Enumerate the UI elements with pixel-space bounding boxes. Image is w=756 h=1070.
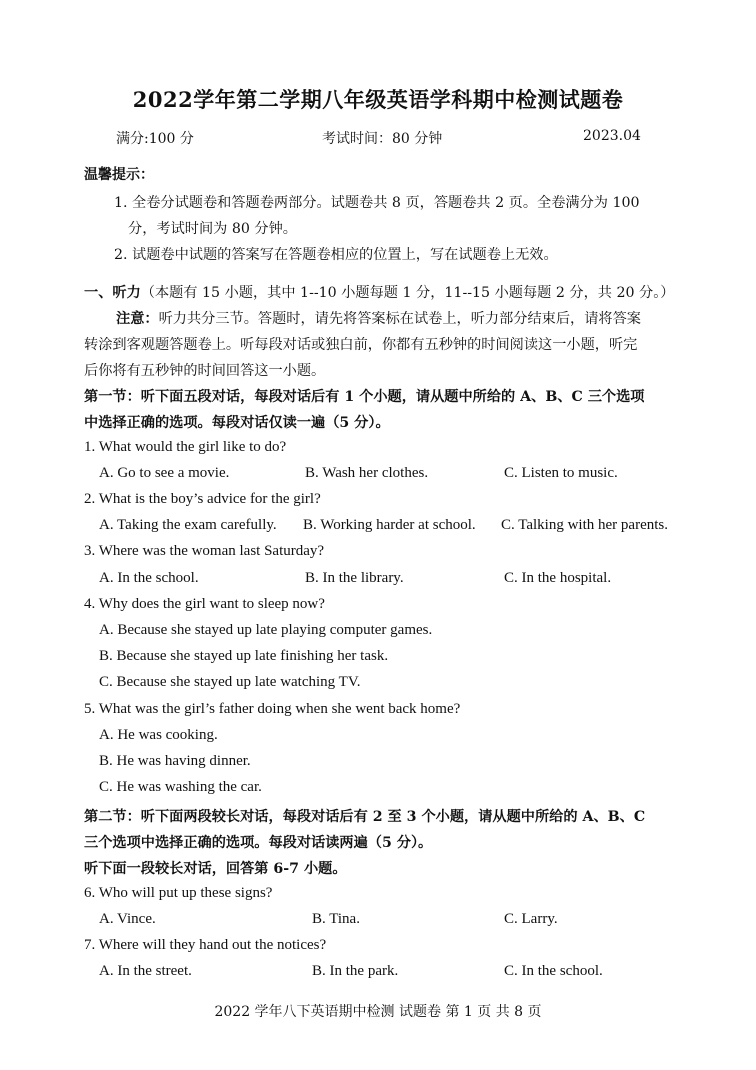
question-4-option-b: B. Because she stayed up late finishing her task. xyxy=(99,648,389,664)
question-6-option-c: C. Larry. xyxy=(504,911,558,927)
question-1-option-c: C. Listen to music. xyxy=(504,465,618,481)
question-1-option-b: B. Wash her clothes. xyxy=(305,465,429,481)
section2-line-1: 第二节：听下面两段较长对话，每段对话后有 2 至 3 个小题，请从题中所给的 A、B、C xyxy=(84,809,646,825)
question-7-option-b: B. In the park. xyxy=(312,963,399,979)
question-3-option-b: B. In the library. xyxy=(305,570,404,586)
tip-item-1-line-2: 分，考试时间为 80 分钟。 xyxy=(128,221,297,237)
page-footer: 2022 学年八下英语期中检测 试题卷 第 1 页 共 8 页 xyxy=(214,1004,542,1020)
part1-note-line-3: 后你将有五秒钟的时间回答这一小题。 xyxy=(84,363,326,379)
question-6: 6. Who will put up these signs? xyxy=(84,885,273,901)
question-2-option-c: C. Talking with her parents. xyxy=(501,517,668,533)
question-6-option-a: A. Vince. xyxy=(99,911,156,927)
question-7-option-c: C. In the school. xyxy=(504,963,603,979)
tip-item-2: 2. 试题卷中试题的答案写在答题卷相应的位置上，写在试题卷上无效。 xyxy=(114,247,558,263)
question-7: 7. Where will they hand out the notices? xyxy=(84,937,327,953)
exam-time: 考试时间：80 分钟 xyxy=(322,131,443,147)
question-2-option-a: A. Taking the exam carefully. xyxy=(99,517,277,533)
section2-line-3: 听下面一段较长对话，回答第 6-7 小题。 xyxy=(84,861,347,877)
section1-line-2: 中选择正确的选项。每段对话仅读一遍（5 分）。 xyxy=(84,415,390,431)
note-label: 注意： xyxy=(116,311,159,327)
question-3-option-a: A. In the school. xyxy=(99,570,199,586)
question-6-option-b: B. Tina. xyxy=(312,911,360,927)
exam-date: 2023.04 xyxy=(583,128,641,144)
full-score: 满分:100 分 xyxy=(116,131,194,147)
note-text-1: 听力共分三节。答题时，请先将答案标在试卷上，听力部分结束后，请将答案 xyxy=(158,311,641,327)
question-4-option-a: A. Because she stayed up late playing computer games. xyxy=(99,622,433,638)
section1-line-1: 第一节：听下面五段对话，每段对话后有 1 个小题，请从题中所给的 A、B、C 三个选项 xyxy=(84,389,645,405)
page-title: 2022学年第二学期八年级英语学科期中检测试题卷 xyxy=(132,87,624,112)
part1-heading: 一、听力 xyxy=(84,285,141,301)
tip-item-1-line-1: 1. 全卷分试题卷和答题卷两部分。试题卷共 8 页，答题卷共 2 页。全卷满分为 100 xyxy=(114,195,640,211)
question-4: 4. Why does the girl want to sleep now? xyxy=(84,596,325,612)
question-2-option-b: B. Working harder at school. xyxy=(303,517,476,533)
question-5-option-a: A. He was cooking. xyxy=(99,727,218,743)
question-5-option-b: B. He was having dinner. xyxy=(99,753,251,769)
part1-heading-note: （本题有 15 小题，其中 1--10 小题每题 1 分，11--15 小题每题 2 分，共 20 分。） xyxy=(140,285,675,301)
question-1-option-a: A. Go to see a movie. xyxy=(99,465,230,481)
question-4-option-c: C. Because she stayed up late watching TV. xyxy=(99,674,361,690)
question-5: 5. What was the girl’s father doing when she went back home? xyxy=(84,701,461,717)
question-2: 2. What is the boy’s advice for the girl? xyxy=(84,491,321,507)
tips-heading: 温馨提示： xyxy=(84,167,154,183)
question-3: 3. Where was the woman last Saturday? xyxy=(84,543,325,559)
question-5-option-c: C. He was washing the car. xyxy=(99,779,262,795)
part1-note-line-1 xyxy=(116,308,641,328)
question-7-option-a: A. In the street. xyxy=(99,963,192,979)
part1-note-line-2: 转涂到客观题答题卷上。听每段对话或独白前，你都有五秒钟的时间阅读这一小题，听完 xyxy=(84,337,638,353)
question-1: 1. What would the girl like to do? xyxy=(84,439,287,455)
section2-line-2: 三个选项中选择正确的选项。每段对话读两遍（5 分）。 xyxy=(84,835,433,851)
question-3-option-c: C. In the hospital. xyxy=(504,570,612,586)
part1-heading-row xyxy=(84,282,674,302)
